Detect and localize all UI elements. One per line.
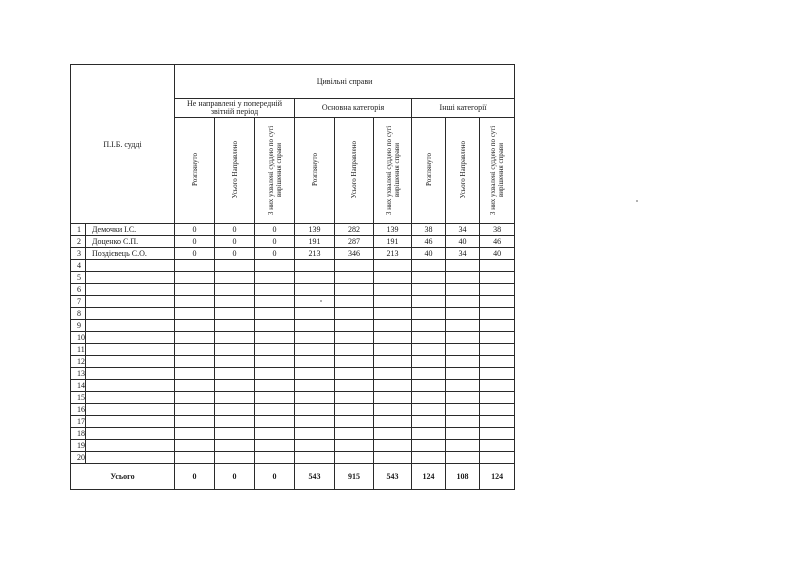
value-cell — [175, 380, 215, 392]
scanned-report-page — [70, 64, 514, 488]
value-cell — [215, 332, 255, 344]
value-cell — [255, 428, 295, 440]
table-row — [71, 380, 515, 392]
value-cell — [255, 368, 295, 380]
value-cell — [446, 260, 480, 272]
table-row — [71, 308, 515, 320]
value-cell — [446, 452, 480, 464]
value-cell — [412, 320, 446, 332]
value-cell — [215, 440, 255, 452]
value-cell — [175, 416, 215, 428]
value-cell — [175, 392, 215, 404]
value-cell: 40 — [412, 248, 446, 260]
row-number: 9 — [71, 320, 86, 332]
value-cell — [175, 356, 215, 368]
value-cell — [295, 428, 335, 440]
value-cell: 0 — [175, 248, 215, 260]
subheader-label: Усього Направлено — [230, 140, 239, 199]
value-cell — [480, 320, 515, 332]
value-cell — [295, 272, 335, 284]
value-cell — [335, 344, 374, 356]
value-cell — [412, 428, 446, 440]
value-cell — [175, 296, 215, 308]
value-cell — [446, 272, 480, 284]
row-number: 3 — [71, 248, 86, 260]
value-cell — [295, 380, 335, 392]
value-cell — [335, 320, 374, 332]
subheader-cell — [446, 118, 480, 224]
judge-name-cell — [86, 404, 175, 416]
value-cell — [295, 344, 335, 356]
judge-name-cell — [86, 272, 175, 284]
civil-cases-header: Цивільні справи — [175, 65, 515, 99]
value-cell — [412, 332, 446, 344]
judge-name-cell — [86, 344, 175, 356]
table-row — [71, 344, 515, 356]
value-cell — [412, 404, 446, 416]
value-cell — [374, 428, 412, 440]
value-cell — [175, 440, 215, 452]
row-number: 2 — [71, 236, 86, 248]
value-cell — [255, 404, 295, 416]
total-value-cell: 915 — [335, 464, 374, 490]
value-cell — [295, 260, 335, 272]
value-cell: 0 — [255, 236, 295, 248]
subheader-cell — [412, 118, 446, 224]
value-cell — [335, 392, 374, 404]
value-cell — [374, 404, 412, 416]
value-cell — [215, 284, 255, 296]
value-cell — [255, 284, 295, 296]
value-cell — [480, 452, 515, 464]
value-cell — [255, 356, 295, 368]
value-cell — [335, 416, 374, 428]
subheader-cell — [215, 118, 255, 224]
row-number: 11 — [71, 344, 86, 356]
value-cell — [480, 344, 515, 356]
value-cell — [295, 308, 335, 320]
value-cell — [215, 368, 255, 380]
value-cell — [412, 452, 446, 464]
row-number: 13 — [71, 368, 86, 380]
value-cell — [175, 320, 215, 332]
value-cell — [335, 404, 374, 416]
value-cell — [480, 296, 515, 308]
value-cell — [446, 440, 480, 452]
table-row — [71, 440, 515, 452]
value-cell — [295, 452, 335, 464]
value-cell — [215, 296, 255, 308]
value-cell — [335, 428, 374, 440]
value-cell — [412, 356, 446, 368]
value-cell — [295, 296, 335, 308]
table-row — [71, 332, 515, 344]
value-cell: 213 — [374, 248, 412, 260]
table-row — [71, 428, 515, 440]
value-cell — [255, 260, 295, 272]
value-cell — [412, 416, 446, 428]
value-cell: 139 — [374, 224, 412, 236]
subheader-label: Розглянуто — [424, 153, 433, 186]
value-cell — [215, 320, 255, 332]
value-cell — [374, 284, 412, 296]
value-cell — [446, 428, 480, 440]
value-cell — [215, 404, 255, 416]
row-number: 16 — [71, 404, 86, 416]
value-cell: 38 — [412, 224, 446, 236]
value-cell — [175, 344, 215, 356]
value-cell — [446, 332, 480, 344]
total-value-cell: 0 — [255, 464, 295, 490]
value-cell — [412, 260, 446, 272]
value-cell: 38 — [480, 224, 515, 236]
total-value-cell: 124 — [412, 464, 446, 490]
value-cell — [335, 272, 374, 284]
total-row — [71, 464, 515, 490]
value-cell — [175, 284, 215, 296]
table-row — [71, 452, 515, 464]
value-cell — [412, 380, 446, 392]
value-cell: 213 — [295, 248, 335, 260]
value-cell: 40 — [480, 248, 515, 260]
judge-name-cell — [86, 356, 175, 368]
value-cell — [480, 272, 515, 284]
value-cell: 34 — [446, 248, 480, 260]
group-header-other-categories: Інші категорії — [412, 99, 515, 118]
value-cell — [412, 392, 446, 404]
judge-name-cell — [86, 284, 175, 296]
value-cell: 0 — [255, 248, 295, 260]
total-value-cell: 124 — [480, 464, 515, 490]
value-cell: 191 — [295, 236, 335, 248]
value-cell — [480, 368, 515, 380]
value-cell — [175, 404, 215, 416]
value-cell — [480, 416, 515, 428]
row-number: 7 — [71, 296, 86, 308]
value-cell — [335, 260, 374, 272]
subheader-label: З них ухвалені суддею по суті вирішення справи — [489, 124, 506, 215]
value-cell — [446, 308, 480, 320]
value-cell — [295, 404, 335, 416]
value-cell — [412, 344, 446, 356]
total-value-cell: 108 — [446, 464, 480, 490]
value-cell — [255, 392, 295, 404]
table-row — [71, 236, 515, 248]
judge-name-cell — [86, 260, 175, 272]
judge-name-cell — [86, 320, 175, 332]
value-cell — [446, 344, 480, 356]
value-cell — [412, 308, 446, 320]
value-cell — [255, 308, 295, 320]
value-cell — [215, 416, 255, 428]
value-cell: 0 — [215, 248, 255, 260]
value-cell — [374, 272, 412, 284]
value-cell — [374, 260, 412, 272]
table-row — [71, 392, 515, 404]
row-number: 8 — [71, 308, 86, 320]
row-number: 15 — [71, 392, 86, 404]
table-row — [71, 272, 515, 284]
judge-name-header: П.І.Б. судді — [71, 65, 175, 224]
value-cell — [335, 368, 374, 380]
value-cell — [480, 308, 515, 320]
row-number: 4 — [71, 260, 86, 272]
value-cell — [480, 356, 515, 368]
value-cell — [446, 404, 480, 416]
civil-cases-table — [70, 64, 515, 490]
value-cell — [446, 356, 480, 368]
value-cell — [255, 380, 295, 392]
value-cell — [175, 332, 215, 344]
value-cell — [335, 308, 374, 320]
value-cell — [215, 356, 255, 368]
value-cell — [295, 392, 335, 404]
value-cell — [374, 332, 412, 344]
row-number: 5 — [71, 272, 86, 284]
judge-name-cell — [86, 392, 175, 404]
table-row — [71, 284, 515, 296]
group-header-previous-period: Не направлені у попередній звітній період — [175, 99, 295, 118]
value-cell — [255, 344, 295, 356]
value-cell — [295, 356, 335, 368]
value-cell: 346 — [335, 248, 374, 260]
table-body — [71, 224, 515, 490]
value-cell: 40 — [446, 236, 480, 248]
value-cell: 139 — [295, 224, 335, 236]
value-cell — [374, 380, 412, 392]
subheader-label: Усього Направлено — [458, 140, 467, 199]
judge-name-cell — [86, 380, 175, 392]
value-cell — [295, 284, 335, 296]
value-cell — [175, 368, 215, 380]
value-cell — [480, 428, 515, 440]
total-value-cell: 543 — [295, 464, 335, 490]
value-cell — [335, 440, 374, 452]
value-cell — [374, 416, 412, 428]
value-cell — [215, 428, 255, 440]
subheader-cell — [480, 118, 515, 224]
value-cell — [255, 416, 295, 428]
row-number: 10 — [71, 332, 86, 344]
subheader-label: Розглянуто — [310, 153, 319, 186]
value-cell: 34 — [446, 224, 480, 236]
value-cell — [335, 284, 374, 296]
judge-name-cell: Доценко С.П. — [86, 236, 175, 248]
total-value-cell: 0 — [175, 464, 215, 490]
table-row — [71, 404, 515, 416]
value-cell — [175, 272, 215, 284]
value-cell — [446, 416, 480, 428]
row-number: 18 — [71, 428, 86, 440]
value-cell — [255, 272, 295, 284]
value-cell — [175, 452, 215, 464]
row-number: 6 — [71, 284, 86, 296]
value-cell — [295, 332, 335, 344]
table-row — [71, 356, 515, 368]
row-number: 17 — [71, 416, 86, 428]
judge-name-cell — [86, 308, 175, 320]
subheader-cell — [175, 118, 215, 224]
value-cell — [446, 368, 480, 380]
value-cell — [215, 392, 255, 404]
judge-name-cell — [86, 332, 175, 344]
value-cell: 287 — [335, 236, 374, 248]
table-row — [71, 296, 515, 308]
value-cell — [215, 344, 255, 356]
value-cell — [480, 380, 515, 392]
value-cell — [412, 272, 446, 284]
value-cell — [255, 452, 295, 464]
table-row — [71, 320, 515, 332]
value-cell: 282 — [335, 224, 374, 236]
total-label: Усього — [71, 464, 175, 490]
value-cell — [295, 368, 335, 380]
value-cell — [335, 356, 374, 368]
value-cell — [335, 452, 374, 464]
subheader-label: Усього Направлено — [350, 140, 358, 199]
value-cell — [412, 440, 446, 452]
value-cell — [255, 440, 295, 452]
value-cell — [480, 332, 515, 344]
value-cell — [446, 296, 480, 308]
value-cell: 0 — [215, 224, 255, 236]
subheader-label: З них ухвалені суддею по суті вирішення справи — [384, 124, 401, 215]
value-cell — [374, 452, 412, 464]
value-cell — [175, 428, 215, 440]
value-cell — [374, 392, 412, 404]
subheader-cell — [295, 118, 335, 224]
judge-name-cell — [86, 452, 175, 464]
scan-speck — [320, 300, 322, 302]
value-cell — [374, 296, 412, 308]
value-cell — [255, 332, 295, 344]
subheader-cell — [335, 118, 374, 224]
row-number: 14 — [71, 380, 86, 392]
scan-speck — [636, 200, 638, 202]
table-row — [71, 368, 515, 380]
judge-name-cell: Демочки І.С. — [86, 224, 175, 236]
value-cell — [374, 344, 412, 356]
subheader-label: З них ухвалені суддею по суті вирішення справи — [266, 124, 283, 215]
judge-name-cell — [86, 296, 175, 308]
value-cell — [412, 368, 446, 380]
value-cell — [215, 272, 255, 284]
judge-name-cell — [86, 428, 175, 440]
judge-name-cell — [86, 440, 175, 452]
value-cell: 0 — [255, 224, 295, 236]
subheader-cell — [255, 118, 295, 224]
value-cell — [295, 416, 335, 428]
value-cell: 0 — [215, 236, 255, 248]
row-number: 19 — [71, 440, 86, 452]
value-cell — [295, 440, 335, 452]
value-cell: 0 — [175, 224, 215, 236]
group-header-main-category: Основна категорія — [295, 99, 412, 118]
judge-name-cell — [86, 368, 175, 380]
subheader-cell — [374, 118, 412, 224]
value-cell — [374, 440, 412, 452]
value-cell — [215, 452, 255, 464]
value-cell — [295, 320, 335, 332]
judge-name-cell: Поздієвець С.О. — [86, 248, 175, 260]
value-cell: 46 — [412, 236, 446, 248]
table-row — [71, 224, 515, 236]
value-cell — [374, 320, 412, 332]
value-cell — [175, 260, 215, 272]
value-cell — [215, 380, 255, 392]
value-cell — [480, 392, 515, 404]
value-cell — [480, 404, 515, 416]
value-cell — [480, 440, 515, 452]
value-cell — [255, 296, 295, 308]
value-cell — [255, 320, 295, 332]
value-cell — [335, 380, 374, 392]
value-cell — [335, 296, 374, 308]
table-row — [71, 248, 515, 260]
value-cell — [446, 380, 480, 392]
total-value-cell: 0 — [215, 464, 255, 490]
row-number: 12 — [71, 356, 86, 368]
table-row — [71, 416, 515, 428]
value-cell — [175, 308, 215, 320]
value-cell — [374, 356, 412, 368]
value-cell: 191 — [374, 236, 412, 248]
row-number: 20 — [71, 452, 86, 464]
value-cell: 46 — [480, 236, 515, 248]
value-cell — [374, 308, 412, 320]
value-cell — [412, 296, 446, 308]
value-cell — [480, 284, 515, 296]
value-cell — [215, 308, 255, 320]
value-cell — [412, 284, 446, 296]
value-cell: 0 — [175, 236, 215, 248]
value-cell — [446, 284, 480, 296]
value-cell — [335, 332, 374, 344]
value-cell — [480, 260, 515, 272]
table-row — [71, 260, 515, 272]
total-value-cell: 543 — [374, 464, 412, 490]
subheader-label: Розглянуто — [190, 153, 199, 186]
judge-name-cell — [86, 416, 175, 428]
row-number: 1 — [71, 224, 86, 236]
value-cell — [446, 320, 480, 332]
value-cell — [446, 392, 480, 404]
value-cell — [374, 368, 412, 380]
value-cell — [215, 260, 255, 272]
